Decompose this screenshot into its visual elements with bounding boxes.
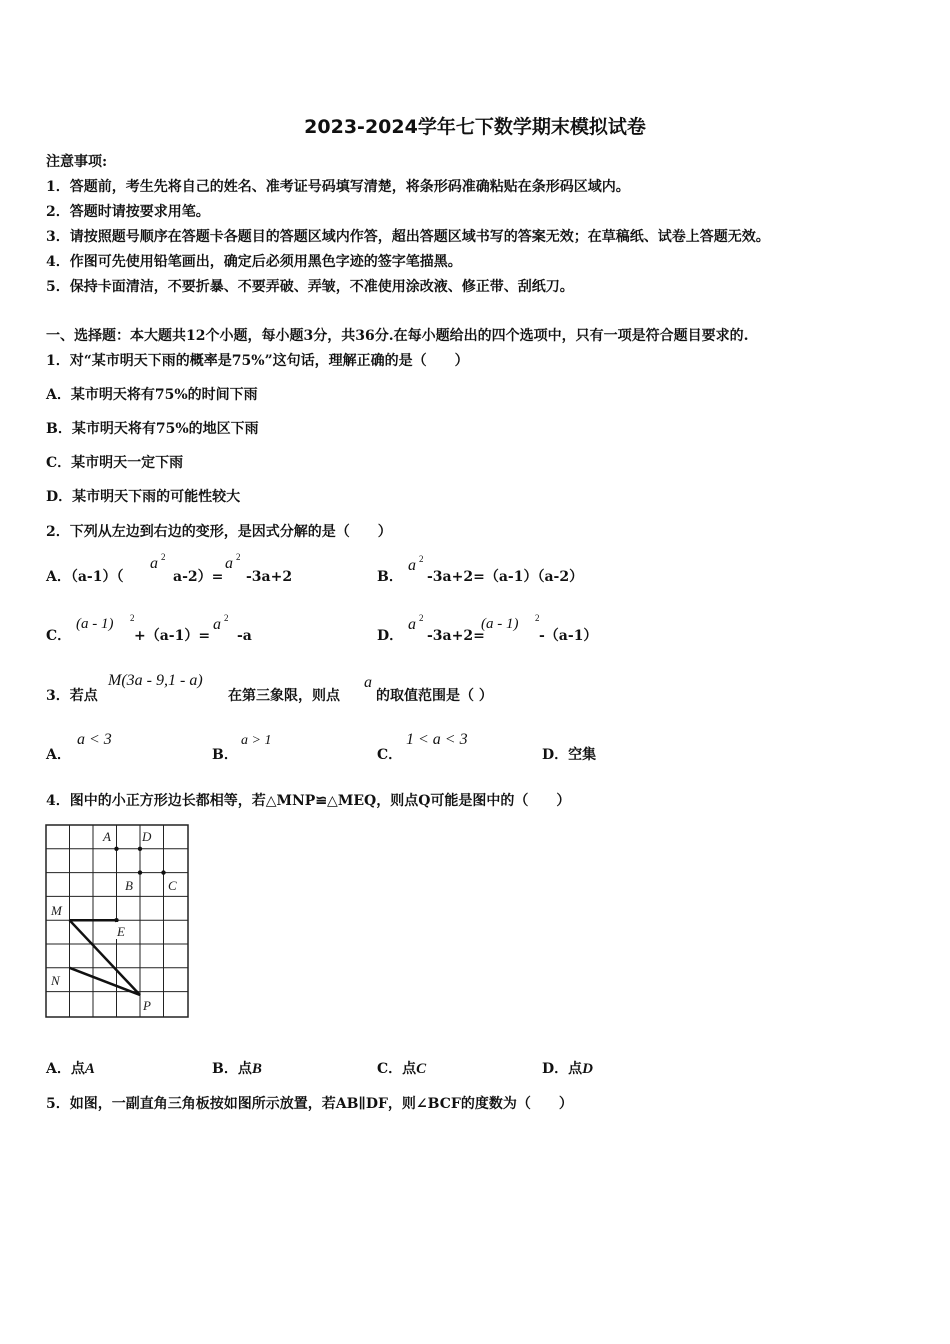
question-4-stem: 4．图中的小正方形边长都相等，若△MNP≌△MEQ，则点Q可能是图中的（ ） — [46, 793, 571, 809]
option-text: B．点 — [212, 1061, 252, 1077]
math-exponent: 2 — [224, 613, 229, 623]
stem-text: 在第三象限，则点 — [228, 688, 340, 704]
option-text: -3a+2=（a-1）（a-2） — [427, 569, 584, 585]
question-4-option-a — [46, 1060, 95, 1078]
question-3-option-b: B． — [212, 747, 238, 763]
option-point: B — [251, 1061, 262, 1077]
option-text: B． — [377, 569, 403, 585]
option-text: D．点 — [542, 1061, 583, 1077]
question-2-stem: 2．下列从左边到右边的变形，是因式分解的是（ ） — [46, 524, 392, 540]
option-point: C — [416, 1061, 427, 1077]
math-expr: 1 < a < 3 — [406, 731, 468, 748]
option-point: A — [84, 1061, 95, 1077]
point-label: N — [51, 973, 60, 988]
question-4-option-d — [542, 1060, 593, 1078]
math-paren: (a - 1) — [76, 616, 114, 632]
option-text: +（a-1）= — [134, 628, 211, 644]
math-expr: a < 3 — [77, 731, 112, 748]
point-label: P — [143, 998, 151, 1013]
page-title: 2023-2024学年七下数学期末模拟试卷 — [304, 116, 646, 138]
option-point: D — [582, 1061, 593, 1077]
question-4-option-c — [377, 1060, 426, 1078]
question-3-option-c: C． — [377, 747, 403, 763]
notice-item: 4．作图可先使用铅笔画出，确定后必须用黑色字迹的签字笔描黑。 — [46, 254, 462, 270]
math-expr: a > 1 — [241, 733, 272, 748]
math-exponent: 2 — [419, 554, 424, 564]
stem-text: 3．若点 — [46, 688, 98, 704]
option-text: A．（a-1）（ — [46, 569, 124, 585]
option-text: -3a+2= — [427, 628, 485, 644]
math-exponent: 2 — [236, 552, 241, 562]
question-1-option-c: C．某市明天一定下雨 — [46, 455, 184, 471]
notice-item: 2．答题时请按要求用笔。 — [46, 204, 210, 220]
option-text: a-2）= — [173, 569, 224, 585]
option-text: -（a-1） — [539, 628, 598, 644]
math-a: a — [408, 616, 416, 633]
question-3-option-a: A． — [46, 747, 71, 763]
math-a: a — [150, 555, 158, 572]
question-5-stem: 5．如图，一副直角三角板按如图所示放置，若AB∥DF，则∠BCF的度数为（ ） — [46, 1096, 573, 1112]
option-text: D． — [377, 628, 404, 644]
question-4-option-b — [212, 1060, 262, 1078]
math-point: M(3a - 9,1 - a) — [108, 672, 203, 689]
option-text: A．点 — [46, 1061, 85, 1077]
notice-item: 3．请按照题号顺序在答题卡各题目的答题区域内作答，超出答题区域书写的答案无效；在草稿纸、试卷上答题无效。 — [46, 229, 770, 245]
option-text: -3a+2 — [246, 569, 293, 585]
math-exponent: 2 — [161, 552, 166, 562]
question-1-option-d: D．某市明天下雨的可能性较大 — [46, 489, 241, 505]
question-1-option-a: A．某市明天将有75%的时间下雨 — [46, 387, 258, 403]
math-a: a — [364, 674, 372, 691]
math-exponent: 2 — [535, 613, 540, 623]
point-label: B — [125, 878, 133, 893]
option-text: C． — [46, 628, 72, 644]
point-label: M — [51, 903, 62, 918]
math-paren: (a - 1) — [481, 616, 519, 632]
question-3-option-d: D．空集 — [542, 747, 597, 763]
point-label: D — [142, 829, 152, 844]
point-label: C — [168, 878, 177, 893]
option-text: C．点 — [377, 1061, 417, 1077]
question-1-stem: 1．对“某市明天下雨的概率是75%”这句话，理解正确的是（ ） — [46, 353, 469, 369]
notice-item: 5．保持卡面清洁，不要折暴、不要弄破、弄皱，不准使用涂改液、修正带、刮纸刀。 — [46, 279, 574, 295]
point-label: A — [103, 829, 111, 844]
math-exponent: 2 — [419, 613, 424, 623]
math-a: a — [408, 557, 416, 574]
point-label: E — [117, 924, 125, 939]
notice-item: 1．答题前，考生先将自己的姓名、准考证号码填写清楚，将条形码准确粘贴在条形码区域内。 — [46, 179, 630, 195]
notice-heading: 注意事项: — [46, 154, 108, 170]
math-a: a — [225, 555, 233, 572]
stem-text: 的取值范围是（ ） — [376, 688, 493, 704]
question-1-option-b: B．某市明天将有75%的地区下雨 — [46, 421, 259, 437]
section-heading: 一、选择题：本大题共12个小题，每小题3分，共36分.在每小题给出的四个选项中，只有一项是符合题目要求的. — [46, 328, 749, 344]
option-text: -a — [237, 628, 252, 644]
math-a: a — [213, 616, 221, 633]
math-exponent: 2 — [130, 613, 135, 623]
question-4-grid-figure — [45, 824, 189, 1018]
